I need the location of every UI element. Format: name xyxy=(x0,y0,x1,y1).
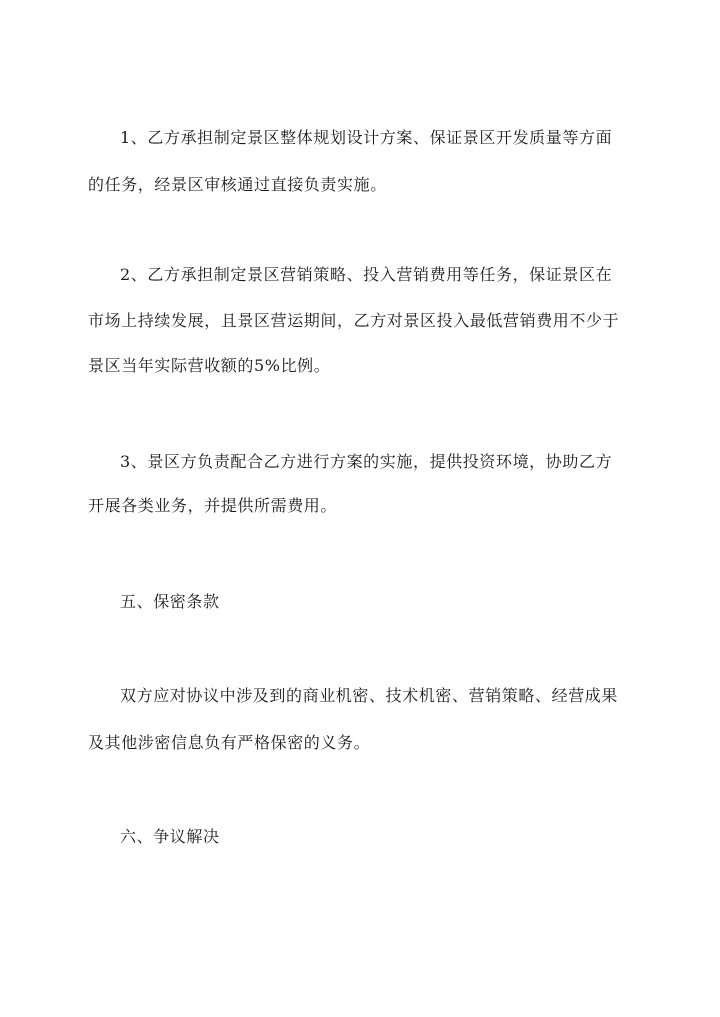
paragraph-2-line-1: 2、乙方承担制定景区营销策略、投入营销费用等任务，保证景区在 xyxy=(120,265,613,284)
section-heading-dispute-resolution: 六、争议解决 xyxy=(120,827,220,846)
paragraph-3-line-1: 3、景区方负责配合乙方进行方案的实施，提供投资环境，协助乙方 xyxy=(120,452,613,471)
paragraph-1-line-2: 的任务，经景区审核通过直接负责实施。 xyxy=(88,175,387,194)
paragraph-2-line-2: 市场上持续发展，且景区营运期间，乙方对景区投入最低营销费用不少于 xyxy=(88,311,620,330)
paragraph-1-line-1: 1、乙方承担制定景区整体规划设计方案、保证景区开发质量等方面 xyxy=(120,128,613,147)
paragraph-2-line-3: 景区当年实际营收额的5%比例。 xyxy=(88,356,331,375)
paragraph-4-line-2: 及其他涉密信息负有严格保密的义务。 xyxy=(88,733,371,752)
section-heading-confidentiality: 五、保密条款 xyxy=(120,592,220,611)
paragraph-3-line-2: 开展各类业务，并提供所需费用。 xyxy=(88,496,338,515)
paragraph-4-line-1: 双方应对协议中涉及到的商业机密、技术机密、营销策略、经营成果 xyxy=(120,686,619,705)
